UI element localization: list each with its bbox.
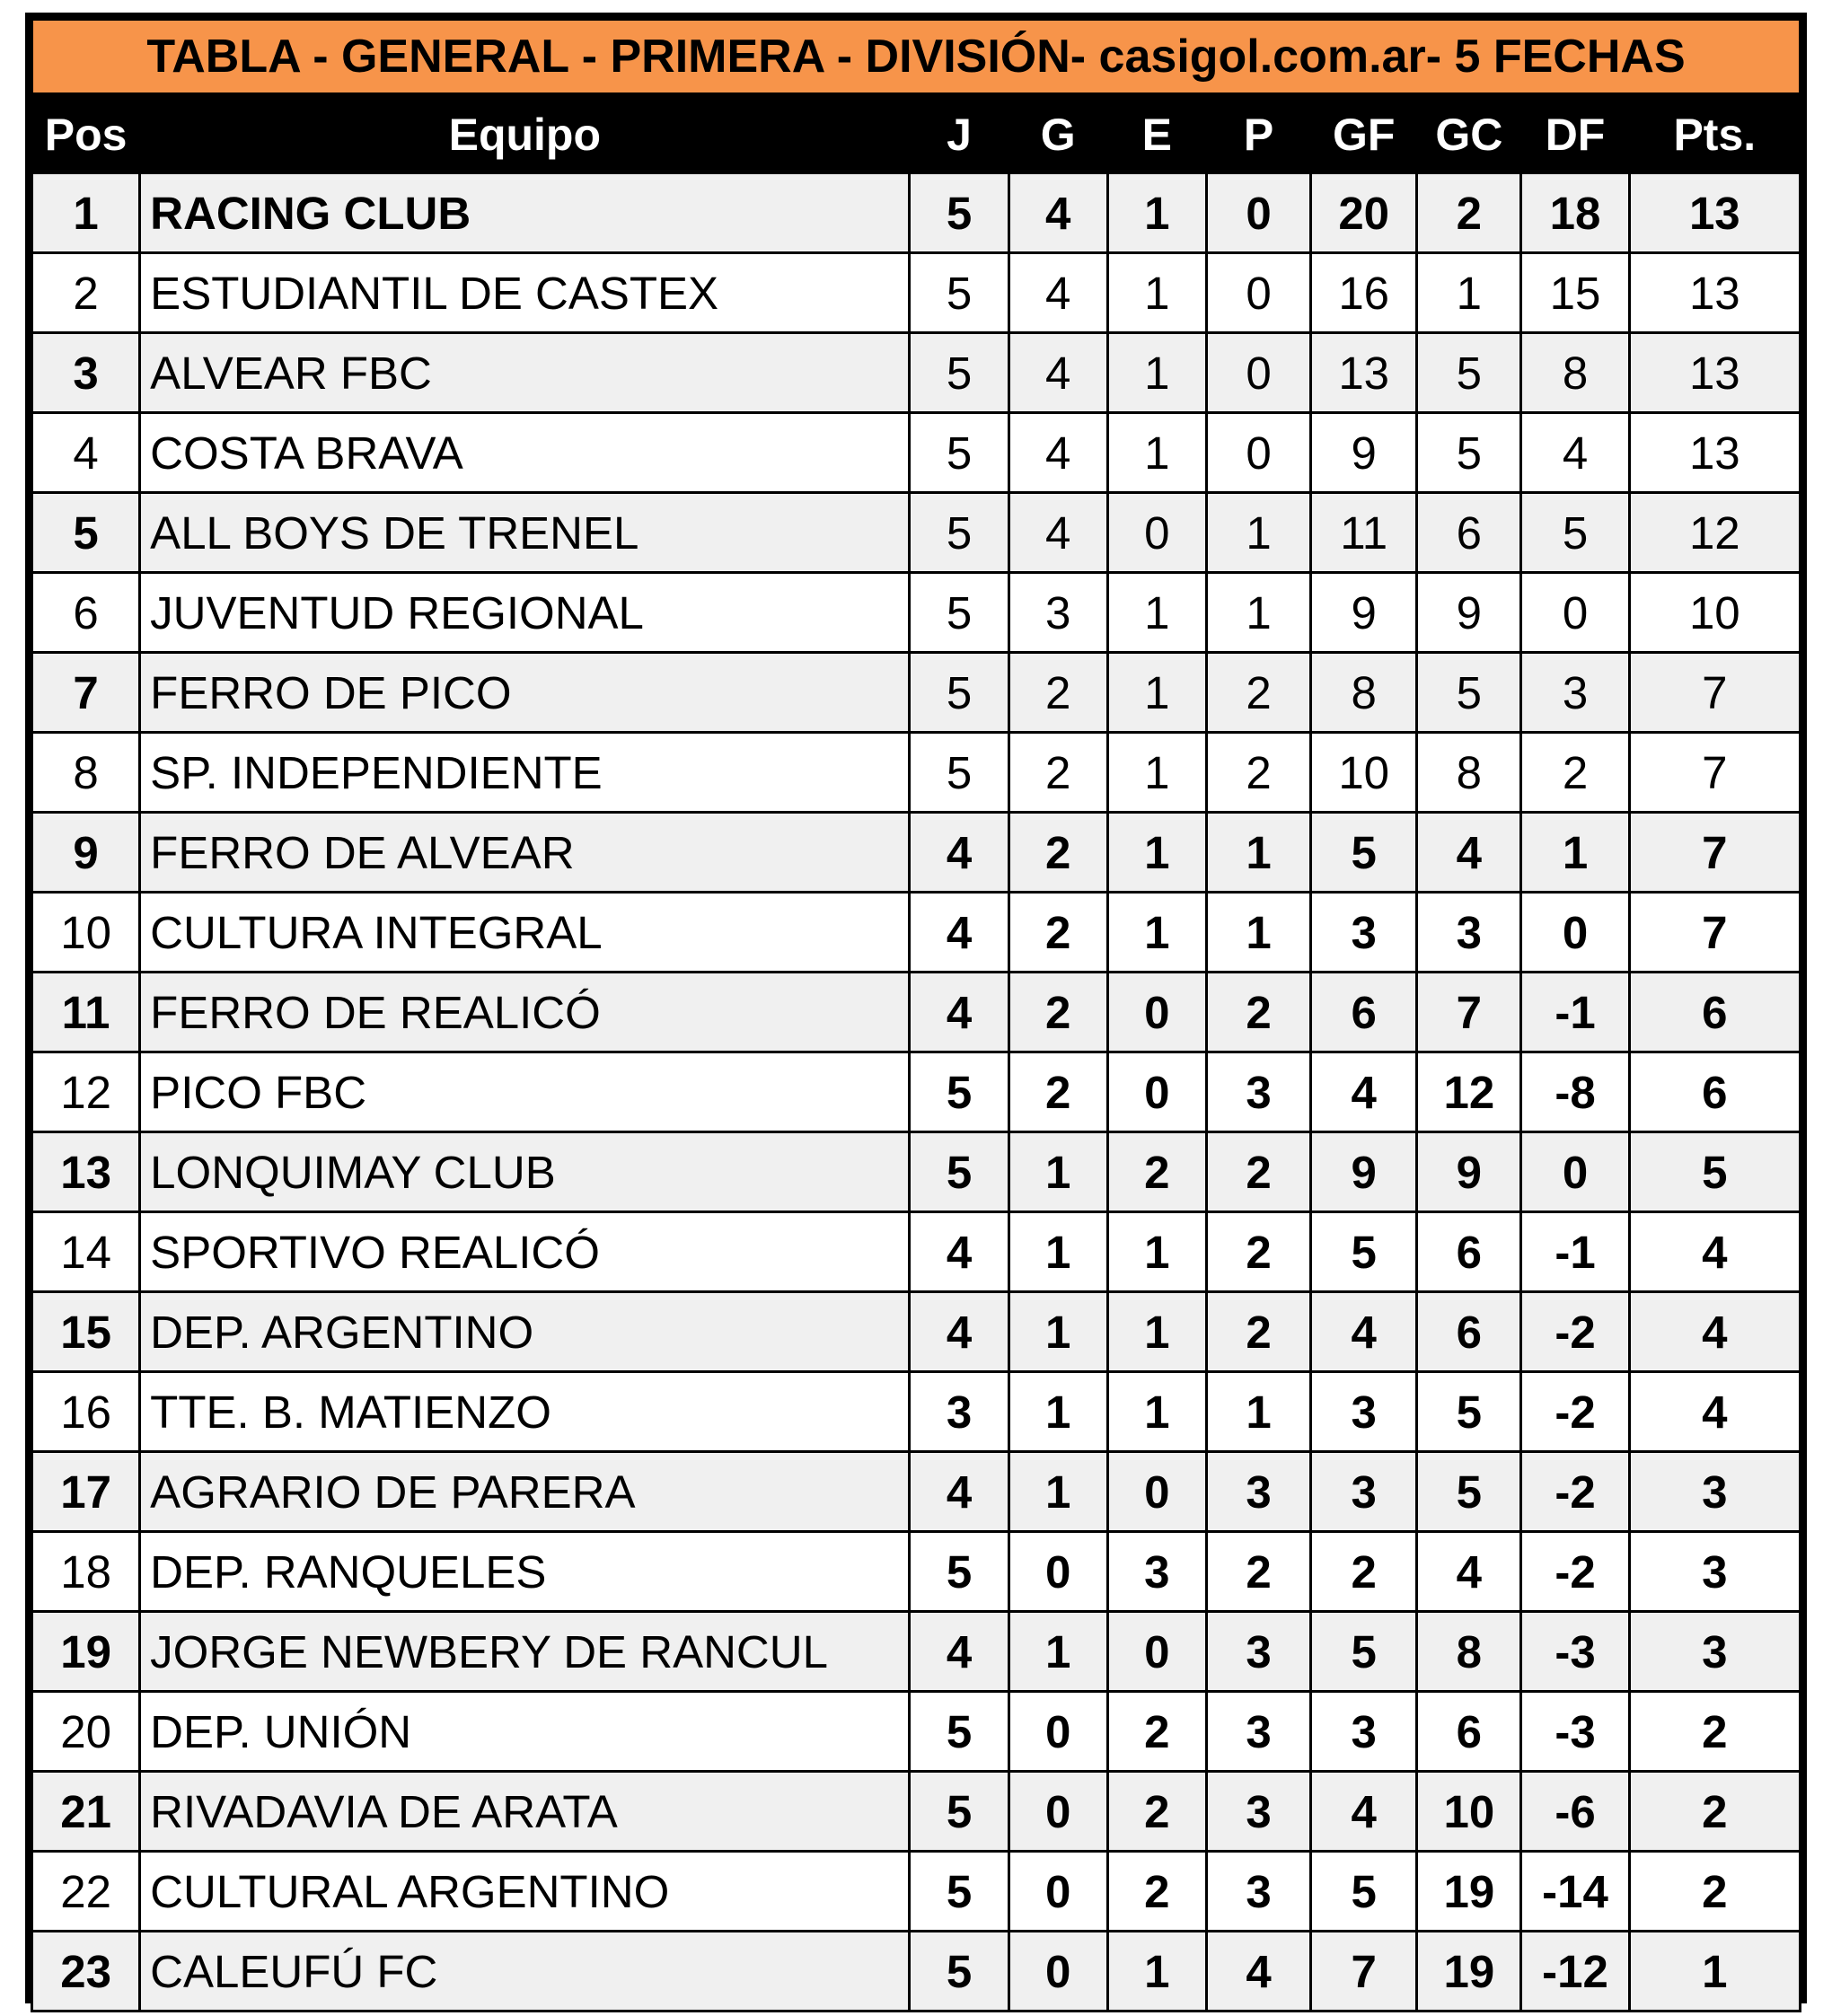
position-cell: 17: [32, 1452, 140, 1532]
position-cell: 18: [32, 1532, 140, 1612]
position-cell: 23: [32, 1932, 140, 2012]
header-pos: Pos: [32, 95, 140, 173]
header-won: G: [1008, 95, 1107, 173]
table-row: [32, 1052, 1801, 1132]
position-cell: 14: [32, 1212, 140, 1292]
lost-cell: 3: [1206, 1452, 1310, 1532]
team-name-cell: JORGE NEWBERY DE RANCUL: [140, 1612, 910, 1692]
won-cell: 0: [1008, 1852, 1107, 1932]
goals-against-cell: 7: [1417, 973, 1521, 1052]
drawn-cell: 1: [1107, 173, 1206, 253]
team-name-cell: COSTA BRAVA: [140, 413, 910, 493]
points-cell: 7: [1629, 733, 1800, 813]
position-cell: 13: [32, 1132, 140, 1212]
played-cell: 5: [910, 1052, 1008, 1132]
drawn-cell: 1: [1107, 653, 1206, 733]
header-goals-for: GF: [1311, 95, 1417, 173]
team-name-cell: PICO FBC: [140, 1052, 910, 1132]
table-row: [32, 893, 1801, 973]
goals-for-cell: 7: [1311, 1932, 1417, 2012]
played-cell: 5: [910, 653, 1008, 733]
goals-against-cell: 6: [1417, 1692, 1521, 1772]
header-row: [32, 95, 1801, 173]
drawn-cell: 0: [1107, 973, 1206, 1052]
points-cell: 12: [1629, 493, 1800, 573]
lost-cell: 2: [1206, 973, 1310, 1052]
goals-for-cell: 5: [1311, 1212, 1417, 1292]
drawn-cell: 2: [1107, 1132, 1206, 1212]
won-cell: 0: [1008, 1532, 1107, 1612]
goal-diff-cell: -12: [1521, 1932, 1629, 2012]
header-drawn: E: [1107, 95, 1206, 173]
position-cell: 20: [32, 1692, 140, 1772]
lost-cell: 2: [1206, 1292, 1310, 1372]
won-cell: 2: [1008, 813, 1107, 893]
lost-cell: 4: [1206, 1932, 1310, 2012]
goal-diff-cell: -2: [1521, 1372, 1629, 1452]
position-cell: 9: [32, 813, 140, 893]
played-cell: 5: [910, 253, 1008, 333]
goals-against-cell: 3: [1417, 893, 1521, 973]
won-cell: 1: [1008, 1452, 1107, 1532]
lost-cell: 2: [1206, 1532, 1310, 1612]
goal-diff-cell: 8: [1521, 333, 1629, 413]
drawn-cell: 1: [1107, 413, 1206, 493]
goal-diff-cell: -1: [1521, 1212, 1629, 1292]
table-row: [32, 1852, 1801, 1932]
team-name-cell: RACING CLUB: [140, 173, 910, 253]
won-cell: 0: [1008, 1692, 1107, 1772]
goals-against-cell: 10: [1417, 1772, 1521, 1852]
table-row: [32, 253, 1801, 333]
points-cell: 10: [1629, 573, 1800, 653]
won-cell: 1: [1008, 1372, 1107, 1452]
goal-diff-cell: -6: [1521, 1772, 1629, 1852]
position-cell: 19: [32, 1612, 140, 1692]
table-title: TABLA - GENERAL - PRIMERA - DIVISIÓN- casigol.com.ar- 5 FECHAS: [32, 20, 1801, 96]
table-row: [32, 973, 1801, 1052]
goals-for-cell: 5: [1311, 813, 1417, 893]
goal-diff-cell: 18: [1521, 173, 1629, 253]
goals-for-cell: 16: [1311, 253, 1417, 333]
goal-diff-cell: -3: [1521, 1692, 1629, 1772]
goals-against-cell: 8: [1417, 1612, 1521, 1692]
goal-diff-cell: 0: [1521, 893, 1629, 973]
goal-diff-cell: 0: [1521, 1132, 1629, 1212]
won-cell: 0: [1008, 1772, 1107, 1852]
won-cell: 1: [1008, 1132, 1107, 1212]
team-name-cell: CULTURA INTEGRAL: [140, 893, 910, 973]
points-cell: 6: [1629, 1052, 1800, 1132]
team-name-cell: DEP. RANQUELES: [140, 1532, 910, 1612]
team-name-cell: FERRO DE PICO: [140, 653, 910, 733]
goals-for-cell: 5: [1311, 1852, 1417, 1932]
table-row: [32, 1692, 1801, 1772]
table-row: [32, 1212, 1801, 1292]
position-cell: 2: [32, 253, 140, 333]
team-name-cell: LONQUIMAY CLUB: [140, 1132, 910, 1212]
team-name-cell: JUVENTUD REGIONAL: [140, 573, 910, 653]
won-cell: 2: [1008, 653, 1107, 733]
goal-diff-cell: 5: [1521, 493, 1629, 573]
goal-diff-cell: 15: [1521, 253, 1629, 333]
lost-cell: 1: [1206, 893, 1310, 973]
position-cell: 12: [32, 1052, 140, 1132]
played-cell: 5: [910, 413, 1008, 493]
table-row: [32, 1132, 1801, 1212]
table-row: [32, 1612, 1801, 1692]
goals-for-cell: 3: [1311, 1692, 1417, 1772]
goals-for-cell: 20: [1311, 173, 1417, 253]
lost-cell: 3: [1206, 1692, 1310, 1772]
points-cell: 4: [1629, 1212, 1800, 1292]
played-cell: 4: [910, 1452, 1008, 1532]
points-cell: 13: [1629, 413, 1800, 493]
goals-against-cell: 19: [1417, 1932, 1521, 2012]
header-goal-diff: DF: [1521, 95, 1629, 173]
won-cell: 2: [1008, 893, 1107, 973]
played-cell: 5: [910, 573, 1008, 653]
header-played: J: [910, 95, 1008, 173]
goal-diff-cell: -8: [1521, 1052, 1629, 1132]
won-cell: 4: [1008, 173, 1107, 253]
played-cell: 4: [910, 893, 1008, 973]
won-cell: 4: [1008, 333, 1107, 413]
goals-against-cell: 1: [1417, 253, 1521, 333]
played-cell: 5: [910, 173, 1008, 253]
goals-against-cell: 5: [1417, 413, 1521, 493]
drawn-cell: 0: [1107, 493, 1206, 573]
drawn-cell: 1: [1107, 733, 1206, 813]
team-name-cell: ALL BOYS DE TRENEL: [140, 493, 910, 573]
team-name-cell: ALVEAR FBC: [140, 333, 910, 413]
played-cell: 4: [910, 813, 1008, 893]
goals-against-cell: 9: [1417, 573, 1521, 653]
drawn-cell: 1: [1107, 893, 1206, 973]
position-cell: 1: [32, 173, 140, 253]
lost-cell: 2: [1206, 653, 1310, 733]
lost-cell: 2: [1206, 1132, 1310, 1212]
lost-cell: 3: [1206, 1052, 1310, 1132]
goals-against-cell: 6: [1417, 493, 1521, 573]
position-cell: 4: [32, 413, 140, 493]
played-cell: 5: [910, 1532, 1008, 1612]
table-row: [32, 1452, 1801, 1532]
won-cell: 1: [1008, 1212, 1107, 1292]
position-cell: 16: [32, 1372, 140, 1452]
goals-for-cell: 9: [1311, 573, 1417, 653]
played-cell: 5: [910, 333, 1008, 413]
points-cell: 13: [1629, 173, 1800, 253]
table-row: [32, 413, 1801, 493]
position-cell: 15: [32, 1292, 140, 1372]
goals-against-cell: 2: [1417, 173, 1521, 253]
goal-diff-cell: -3: [1521, 1612, 1629, 1692]
table-row: [32, 173, 1801, 253]
table-row: [32, 1292, 1801, 1372]
team-name-cell: AGRARIO DE PARERA: [140, 1452, 910, 1532]
drawn-cell: 2: [1107, 1852, 1206, 1932]
drawn-cell: 1: [1107, 1932, 1206, 2012]
goals-against-cell: 6: [1417, 1292, 1521, 1372]
drawn-cell: 1: [1107, 253, 1206, 333]
played-cell: 5: [910, 493, 1008, 573]
goals-for-cell: 8: [1311, 653, 1417, 733]
points-cell: 3: [1629, 1612, 1800, 1692]
played-cell: 5: [910, 1692, 1008, 1772]
played-cell: 4: [910, 1292, 1008, 1372]
points-cell: 13: [1629, 253, 1800, 333]
position-cell: 8: [32, 733, 140, 813]
drawn-cell: 2: [1107, 1772, 1206, 1852]
won-cell: 2: [1008, 733, 1107, 813]
drawn-cell: 0: [1107, 1052, 1206, 1132]
goals-for-cell: 6: [1311, 973, 1417, 1052]
team-name-cell: RIVADAVIA DE ARATA: [140, 1772, 910, 1852]
played-cell: 5: [910, 1852, 1008, 1932]
table-row: [32, 1932, 1801, 2012]
played-cell: 4: [910, 1212, 1008, 1292]
goals-against-cell: 5: [1417, 653, 1521, 733]
goals-against-cell: 6: [1417, 1212, 1521, 1292]
drawn-cell: 1: [1107, 333, 1206, 413]
table-row: [32, 733, 1801, 813]
points-cell: 5: [1629, 1132, 1800, 1212]
goal-diff-cell: -1: [1521, 973, 1629, 1052]
goals-for-cell: 4: [1311, 1052, 1417, 1132]
table-row: [32, 493, 1801, 573]
goal-diff-cell: 3: [1521, 653, 1629, 733]
table-row: [32, 333, 1801, 413]
drawn-cell: 1: [1107, 813, 1206, 893]
won-cell: 2: [1008, 973, 1107, 1052]
played-cell: 5: [910, 1932, 1008, 2012]
position-cell: 3: [32, 333, 140, 413]
lost-cell: 1: [1206, 1372, 1310, 1452]
table-row: [32, 1532, 1801, 1612]
played-cell: 5: [910, 1132, 1008, 1212]
lost-cell: 2: [1206, 1212, 1310, 1292]
points-cell: 13: [1629, 333, 1800, 413]
standings-sheet: [25, 13, 1807, 2003]
points-cell: 2: [1629, 1772, 1800, 1852]
goals-against-cell: 5: [1417, 1452, 1521, 1532]
header-goals-against: GC: [1417, 95, 1521, 173]
played-cell: 5: [910, 1772, 1008, 1852]
goal-diff-cell: 0: [1521, 573, 1629, 653]
goals-for-cell: 13: [1311, 333, 1417, 413]
goal-diff-cell: 1: [1521, 813, 1629, 893]
team-name-cell: FERRO DE ALVEAR: [140, 813, 910, 893]
position-cell: 6: [32, 573, 140, 653]
header-team: Equipo: [140, 95, 910, 173]
goals-for-cell: 3: [1311, 893, 1417, 973]
lost-cell: 2: [1206, 733, 1310, 813]
lost-cell: 0: [1206, 333, 1310, 413]
drawn-cell: 2: [1107, 1692, 1206, 1772]
lost-cell: 3: [1206, 1852, 1310, 1932]
drawn-cell: 1: [1107, 1372, 1206, 1452]
goals-against-cell: 5: [1417, 333, 1521, 413]
table-row: [32, 1372, 1801, 1452]
drawn-cell: 1: [1107, 1212, 1206, 1292]
header-lost: P: [1206, 95, 1310, 173]
points-cell: 4: [1629, 1292, 1800, 1372]
goal-diff-cell: -2: [1521, 1292, 1629, 1372]
won-cell: 1: [1008, 1612, 1107, 1692]
played-cell: 5: [910, 733, 1008, 813]
team-name-cell: DEP. UNIÓN: [140, 1692, 910, 1772]
position-cell: 5: [32, 493, 140, 573]
goals-for-cell: 2: [1311, 1532, 1417, 1612]
points-cell: 6: [1629, 973, 1800, 1052]
goals-for-cell: 4: [1311, 1292, 1417, 1372]
table-row: [32, 813, 1801, 893]
points-cell: 7: [1629, 653, 1800, 733]
table-row: [32, 573, 1801, 653]
points-cell: 3: [1629, 1532, 1800, 1612]
goals-against-cell: 8: [1417, 733, 1521, 813]
position-cell: 21: [32, 1772, 140, 1852]
team-name-cell: DEP. ARGENTINO: [140, 1292, 910, 1372]
goals-against-cell: 12: [1417, 1052, 1521, 1132]
team-name-cell: FERRO DE REALICÓ: [140, 973, 910, 1052]
played-cell: 4: [910, 1612, 1008, 1692]
position-cell: 22: [32, 1852, 140, 1932]
goals-for-cell: 10: [1311, 733, 1417, 813]
goals-against-cell: 4: [1417, 813, 1521, 893]
goals-for-cell: 3: [1311, 1452, 1417, 1532]
lost-cell: 0: [1206, 173, 1310, 253]
won-cell: 2: [1008, 1052, 1107, 1132]
won-cell: 1: [1008, 1292, 1107, 1372]
won-cell: 4: [1008, 413, 1107, 493]
position-cell: 7: [32, 653, 140, 733]
won-cell: 4: [1008, 493, 1107, 573]
lost-cell: 3: [1206, 1772, 1310, 1852]
goals-against-cell: 4: [1417, 1532, 1521, 1612]
goals-for-cell: 5: [1311, 1612, 1417, 1692]
drawn-cell: 1: [1107, 1292, 1206, 1372]
points-cell: 4: [1629, 1372, 1800, 1452]
played-cell: 3: [910, 1372, 1008, 1452]
goals-against-cell: 9: [1417, 1132, 1521, 1212]
table-row: [32, 1772, 1801, 1852]
team-name-cell: TTE. B. MATIENZO: [140, 1372, 910, 1452]
goal-diff-cell: -14: [1521, 1852, 1629, 1932]
goals-against-cell: 19: [1417, 1852, 1521, 1932]
lost-cell: 1: [1206, 573, 1310, 653]
goals-for-cell: 4: [1311, 1772, 1417, 1852]
team-name-cell: SPORTIVO REALICÓ: [140, 1212, 910, 1292]
goal-diff-cell: 4: [1521, 413, 1629, 493]
won-cell: 4: [1008, 253, 1107, 333]
goal-diff-cell: -2: [1521, 1452, 1629, 1532]
team-name-cell: ESTUDIANTIL DE CASTEX: [140, 253, 910, 333]
goals-for-cell: 9: [1311, 413, 1417, 493]
team-name-cell: CALEUFÚ FC: [140, 1932, 910, 2012]
drawn-cell: 3: [1107, 1532, 1206, 1612]
played-cell: 4: [910, 973, 1008, 1052]
points-cell: 3: [1629, 1452, 1800, 1532]
points-cell: 7: [1629, 813, 1800, 893]
standings-table: [31, 18, 1801, 2012]
table-row: [32, 653, 1801, 733]
goals-against-cell: 5: [1417, 1372, 1521, 1452]
header-points: Pts.: [1629, 95, 1800, 173]
points-cell: 1: [1629, 1932, 1800, 2012]
lost-cell: 3: [1206, 1612, 1310, 1692]
drawn-cell: 1: [1107, 573, 1206, 653]
position-cell: 11: [32, 973, 140, 1052]
team-name-cell: CULTURAL ARGENTINO: [140, 1852, 910, 1932]
drawn-cell: 0: [1107, 1452, 1206, 1532]
goals-for-cell: 9: [1311, 1132, 1417, 1212]
lost-cell: 0: [1206, 413, 1310, 493]
goals-for-cell: 3: [1311, 1372, 1417, 1452]
won-cell: 0: [1008, 1932, 1107, 2012]
lost-cell: 1: [1206, 813, 1310, 893]
drawn-cell: 0: [1107, 1612, 1206, 1692]
goals-for-cell: 11: [1311, 493, 1417, 573]
won-cell: 3: [1008, 573, 1107, 653]
goal-diff-cell: 2: [1521, 733, 1629, 813]
position-cell: 10: [32, 893, 140, 973]
points-cell: 2: [1629, 1692, 1800, 1772]
points-cell: 2: [1629, 1852, 1800, 1932]
standings-body: [32, 173, 1801, 2012]
team-name-cell: SP. INDEPENDIENTE: [140, 733, 910, 813]
points-cell: 7: [1629, 893, 1800, 973]
lost-cell: 1: [1206, 493, 1310, 573]
lost-cell: 0: [1206, 253, 1310, 333]
goal-diff-cell: -2: [1521, 1532, 1629, 1612]
